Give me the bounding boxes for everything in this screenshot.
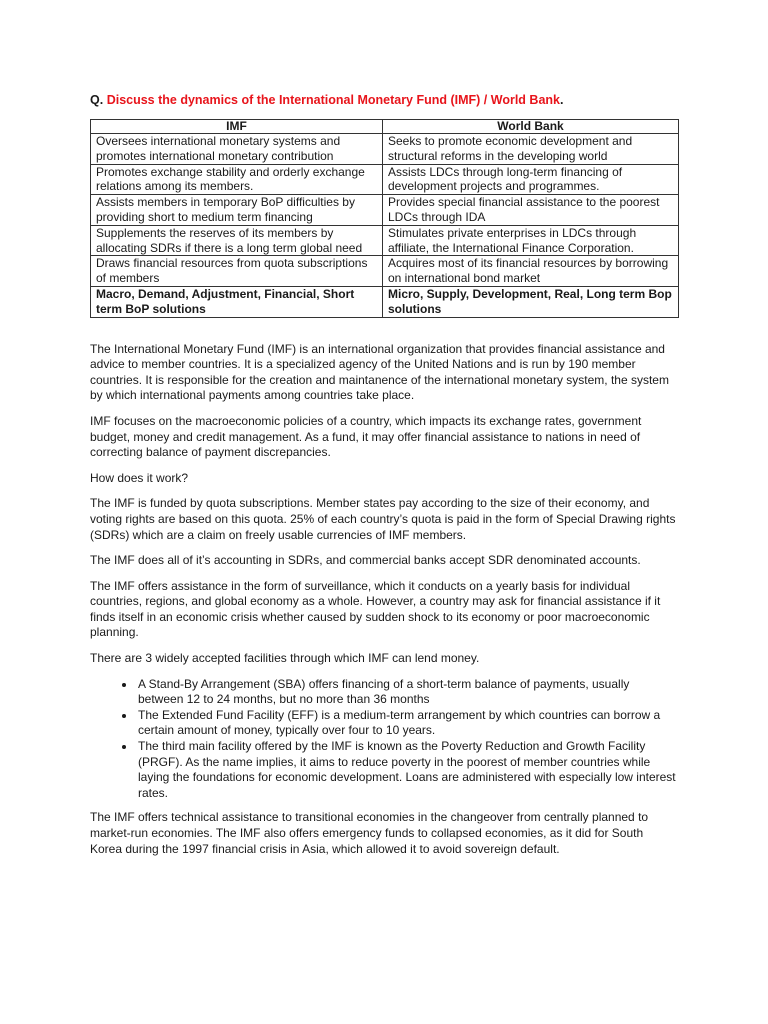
list-item: • A Stand-By Arrangement (SBA) offers financing of a short-term balance of payments, usually between 12 to 24 months, but no more than 36 months bbox=[136, 677, 678, 708]
table-header-imf: IMF bbox=[91, 120, 383, 134]
table-header-world-bank: World Bank bbox=[383, 120, 679, 134]
table-cell: Assists LDCs through long-term financing of development projects and programmes. bbox=[383, 164, 679, 195]
table-cell: Micro, Supply, Development, Real, Long term Bop solutions bbox=[383, 286, 679, 317]
paragraph: The IMF offers assistance in the form of surveillance, which it conducts on a yearly basis for individual countries, regions, and global economy as a whole. However, a country may ask for financial assistance if it finds itself in an economic crisis whether caused by sudden shock to its economy or poor macroeconomic planning. bbox=[90, 578, 661, 640]
table-header-row bbox=[91, 120, 679, 134]
table-cell: Draws financial resources from quota subscriptions of members bbox=[91, 256, 383, 287]
table-row-summary bbox=[91, 286, 679, 317]
paragraph-subheading: How does it work? bbox=[90, 470, 189, 485]
paragraph: The IMF is funded by quota subscriptions. Member states pay according to the size of their economy, and voting rights are based on this quota. 25% of each country’s quota is paid in the form of Special Drawing rights (SDRs) which are a claim on freely usable currencies of IMF members. bbox=[90, 496, 676, 542]
question-prefix: Q. bbox=[90, 93, 104, 107]
table-cell: Oversees international monetary systems and promotes international monetary contribution bbox=[91, 134, 383, 165]
table-cell: Acquires most of its financial resources by borrowing on international bond market bbox=[383, 256, 679, 287]
table-row bbox=[91, 225, 679, 256]
table-cell: Promotes exchange stability and orderly exchange relations among its members. bbox=[91, 164, 383, 195]
question-text: Discuss the dynamics of the International Monetary Fund (IMF) / World Bank bbox=[106, 93, 560, 107]
paragraph-closing: The IMF offers technical assistance to transitional economies in the changeover from centrally planned to market-run economies. The IMF also offers emergency funds to collapsed economies, as it did for South Korea during the 1997 financial crisis in Asia, which allowed it to avoid sovereign default. bbox=[90, 810, 649, 856]
table-cell: Assists members in temporary BoP difficulties by providing short to medium term financing bbox=[91, 195, 383, 226]
table-row bbox=[91, 195, 679, 226]
list-item: • The Extended Fund Facility (EFF) is a medium-term arrangement by which countries can borrow a certain amount of money, typically over four to 10 years. bbox=[136, 708, 678, 739]
table-cell: Provides special financial assistance to the poorest LDCs through IDA bbox=[383, 195, 679, 226]
paragraph: The International Monetary Fund (IMF) is an international organization that provides financial assistance and advice to member countries. It is a specialized agency of the United Nations and is run by 190 member countries. It is responsible for the creation and maintanence of the international monetary system, the system by which international payments among countries take place. bbox=[90, 341, 669, 403]
paragraph: The IMF does all of it’s accounting in SDRs, and commercial banks accept SDR denominated accounts. bbox=[90, 553, 641, 568]
table-row bbox=[91, 164, 679, 195]
paragraph: There are 3 widely accepted facilities through which IMF can lend money. bbox=[90, 651, 480, 666]
bullet-list bbox=[90, 677, 678, 802]
document-page bbox=[90, 92, 678, 867]
question-suffix: . bbox=[559, 93, 564, 107]
table-cell: Stimulates private enterprises in LDCs through affiliate, the International Finance Corporation. bbox=[383, 225, 679, 256]
paragraph: IMF focuses on the macroeconomic policies of a country, which impacts its exchange rates, government budget, money and credit management. As a fund, it may offer financial assistance to nations in need of correcting balance of payment discrepancies. bbox=[90, 413, 642, 460]
table-cell: Seeks to promote economic development and structural reforms in the developing world bbox=[383, 134, 679, 165]
table-cell: Supplements the reserves of its members by allocating SDRs if there is a long term global need bbox=[91, 225, 383, 256]
body-text bbox=[90, 342, 678, 858]
comparison-table bbox=[90, 119, 679, 318]
list-item: • The third main facility offered by the IMF is known as the Poverty Reduction and Growth Facility (PRGF). As the name implies, it aims to reduce poverty in the poorest of member countries while laying the foundations for economic development. Loans are administered with especially low interest rates. bbox=[136, 739, 678, 801]
table-cell: Macro, Demand, Adjustment, Financial, Short term BoP solutions bbox=[91, 286, 383, 317]
table-row bbox=[91, 134, 679, 165]
question-heading bbox=[90, 92, 678, 108]
table-row bbox=[91, 256, 679, 287]
